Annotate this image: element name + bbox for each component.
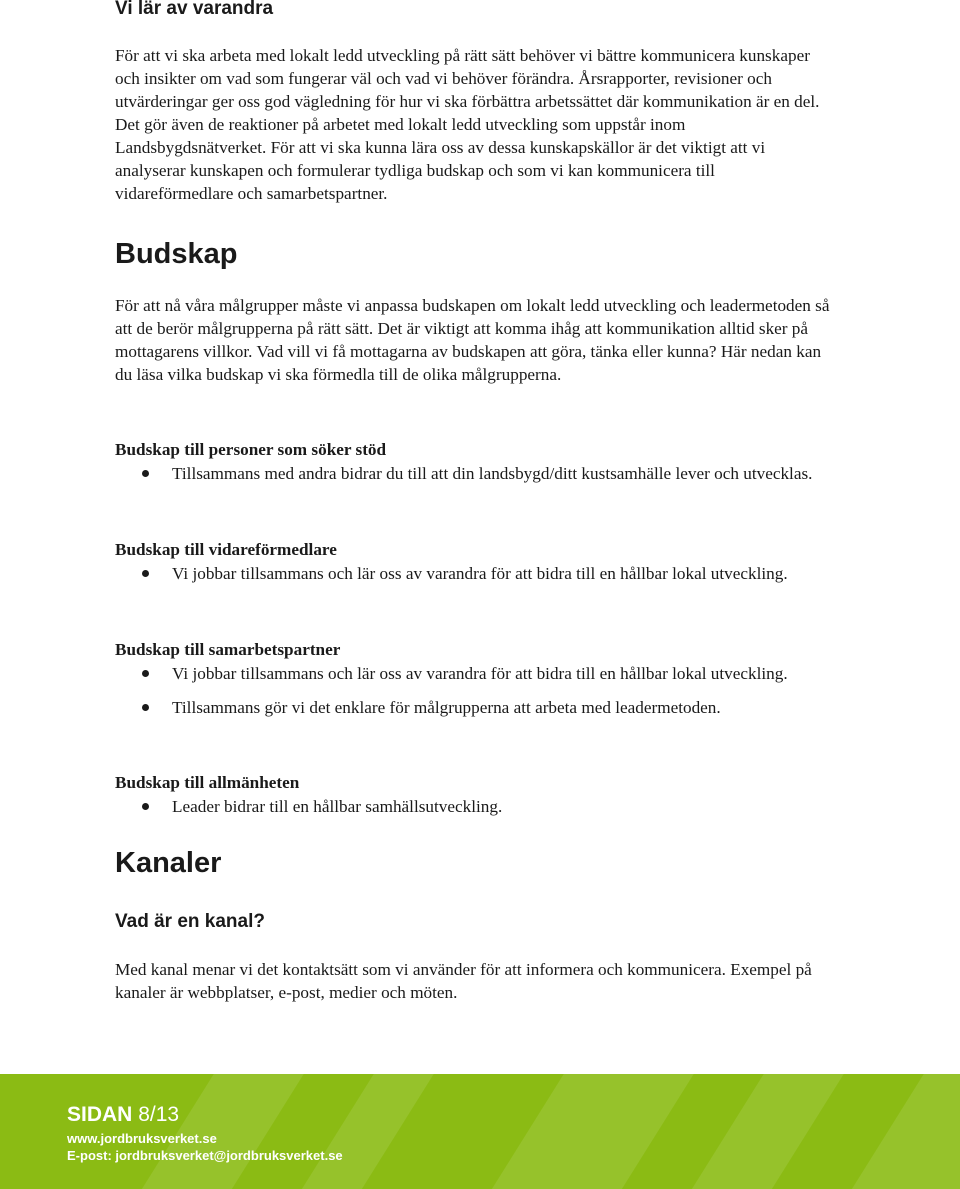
group-list-allmanheten — [115, 795, 835, 818]
heading-kanaler: Kanaler — [115, 847, 222, 879]
paragraph-kanaler: Med kanal menar vi det kontaktsätt som vi använder för att informera och kommunicera. Exempel på kanaler är webbplatser, e-post, medier och möten. — [115, 960, 812, 1002]
bullet-icon — [142, 670, 149, 677]
footer-email[interactable]: E-post: jordbruksverket@jordbruksverket.se — [67, 1148, 343, 1163]
footer-decoration — [811, 1074, 960, 1189]
bullet-icon — [142, 704, 149, 711]
page-number — [67, 1103, 179, 1127]
group-title-samarbetspartner: Budskap till samarbetspartner — [115, 640, 341, 659]
footer-decoration — [651, 1074, 868, 1189]
page-label: SIDAN — [67, 1103, 133, 1126]
list-item: Tillsammans gör vi det enklare för målgrupperna att arbeta med leadermetoden. — [115, 696, 835, 719]
list-item: Leader bidrar till en hållbar samhällsutveckling. — [115, 795, 835, 818]
group-list-samarbetspartner — [115, 662, 835, 719]
heading-budskap: Budskap — [115, 238, 238, 270]
group-title-vidareformedlare: Budskap till vidareförmedlare — [115, 540, 337, 559]
list-item: Vi jobbar tillsammans och lär oss av varandra för att bidra till en hållbar lokal utveckling. — [115, 562, 835, 585]
page-count: 8/13 — [138, 1103, 180, 1126]
bullet-icon — [142, 470, 149, 477]
section-paragraph-vi-lar: För att vi ska arbeta med lokalt ledd utveckling på rätt sätt behöver vi bättre kommunicera kunskaper och insikter om vad som fungerar väl och vad vi behöver förändra. Årsrapporter, revisioner och utvärderingar ger oss god vägledning för hur vi ska förbättra arbetssättet där kommunikation är en del. Det gör även de reaktioner på arbetet med lokalt ledd utveckling som uppstår inom Landsbygdsnätverket. För att vi ska kunna lära oss av dessa kunskapskällor är det viktigt att vi analyserar kunskapen och formulerar tydliga budskap och som vi kan kommunicera till vidareförmedlare och samarbetspartner. — [115, 46, 820, 203]
subheading-vad-ar-kanal: Vad är en kanal? — [115, 911, 265, 932]
list-item: Vi jobbar tillsammans och lär oss av varandra för att bidra till en hållbar lokal utveckling. — [115, 662, 835, 685]
group-list-vidareformedlare — [115, 562, 835, 585]
group-list-personer — [115, 462, 835, 485]
paragraph-budskap: För att nå våra målgrupper måste vi anpassa budskapen om lokalt ledd utveckling och leadermetoden så att de berör målgrupperna på rätt sätt. Det är viktigt att komma ihåg att kommunikation alltid sker på mottagarens villkor. Vad vill vi få mottagarna av budskapen att göra, tänka eller kunna? Här nedan kan du läsa vilka budskap vi ska förmedla till de olika målgrupperna. — [115, 296, 830, 384]
group-title-allmanheten: Budskap till allmänheten — [115, 773, 300, 792]
footer-website[interactable]: www.jordbruksverket.se — [67, 1131, 217, 1146]
list-item: Tillsammans med andra bidrar du till att din landsbygd/ditt kustsamhälle lever och utvecklas. — [115, 462, 835, 485]
bullet-icon — [142, 803, 149, 810]
section-heading-vi-lar: Vi lär av varandra — [115, 0, 274, 19]
group-title-personer: Budskap till personer som söker stöd — [115, 440, 387, 459]
footer-decoration — [451, 1074, 718, 1189]
page-footer — [0, 1074, 960, 1189]
bullet-icon — [142, 570, 149, 577]
